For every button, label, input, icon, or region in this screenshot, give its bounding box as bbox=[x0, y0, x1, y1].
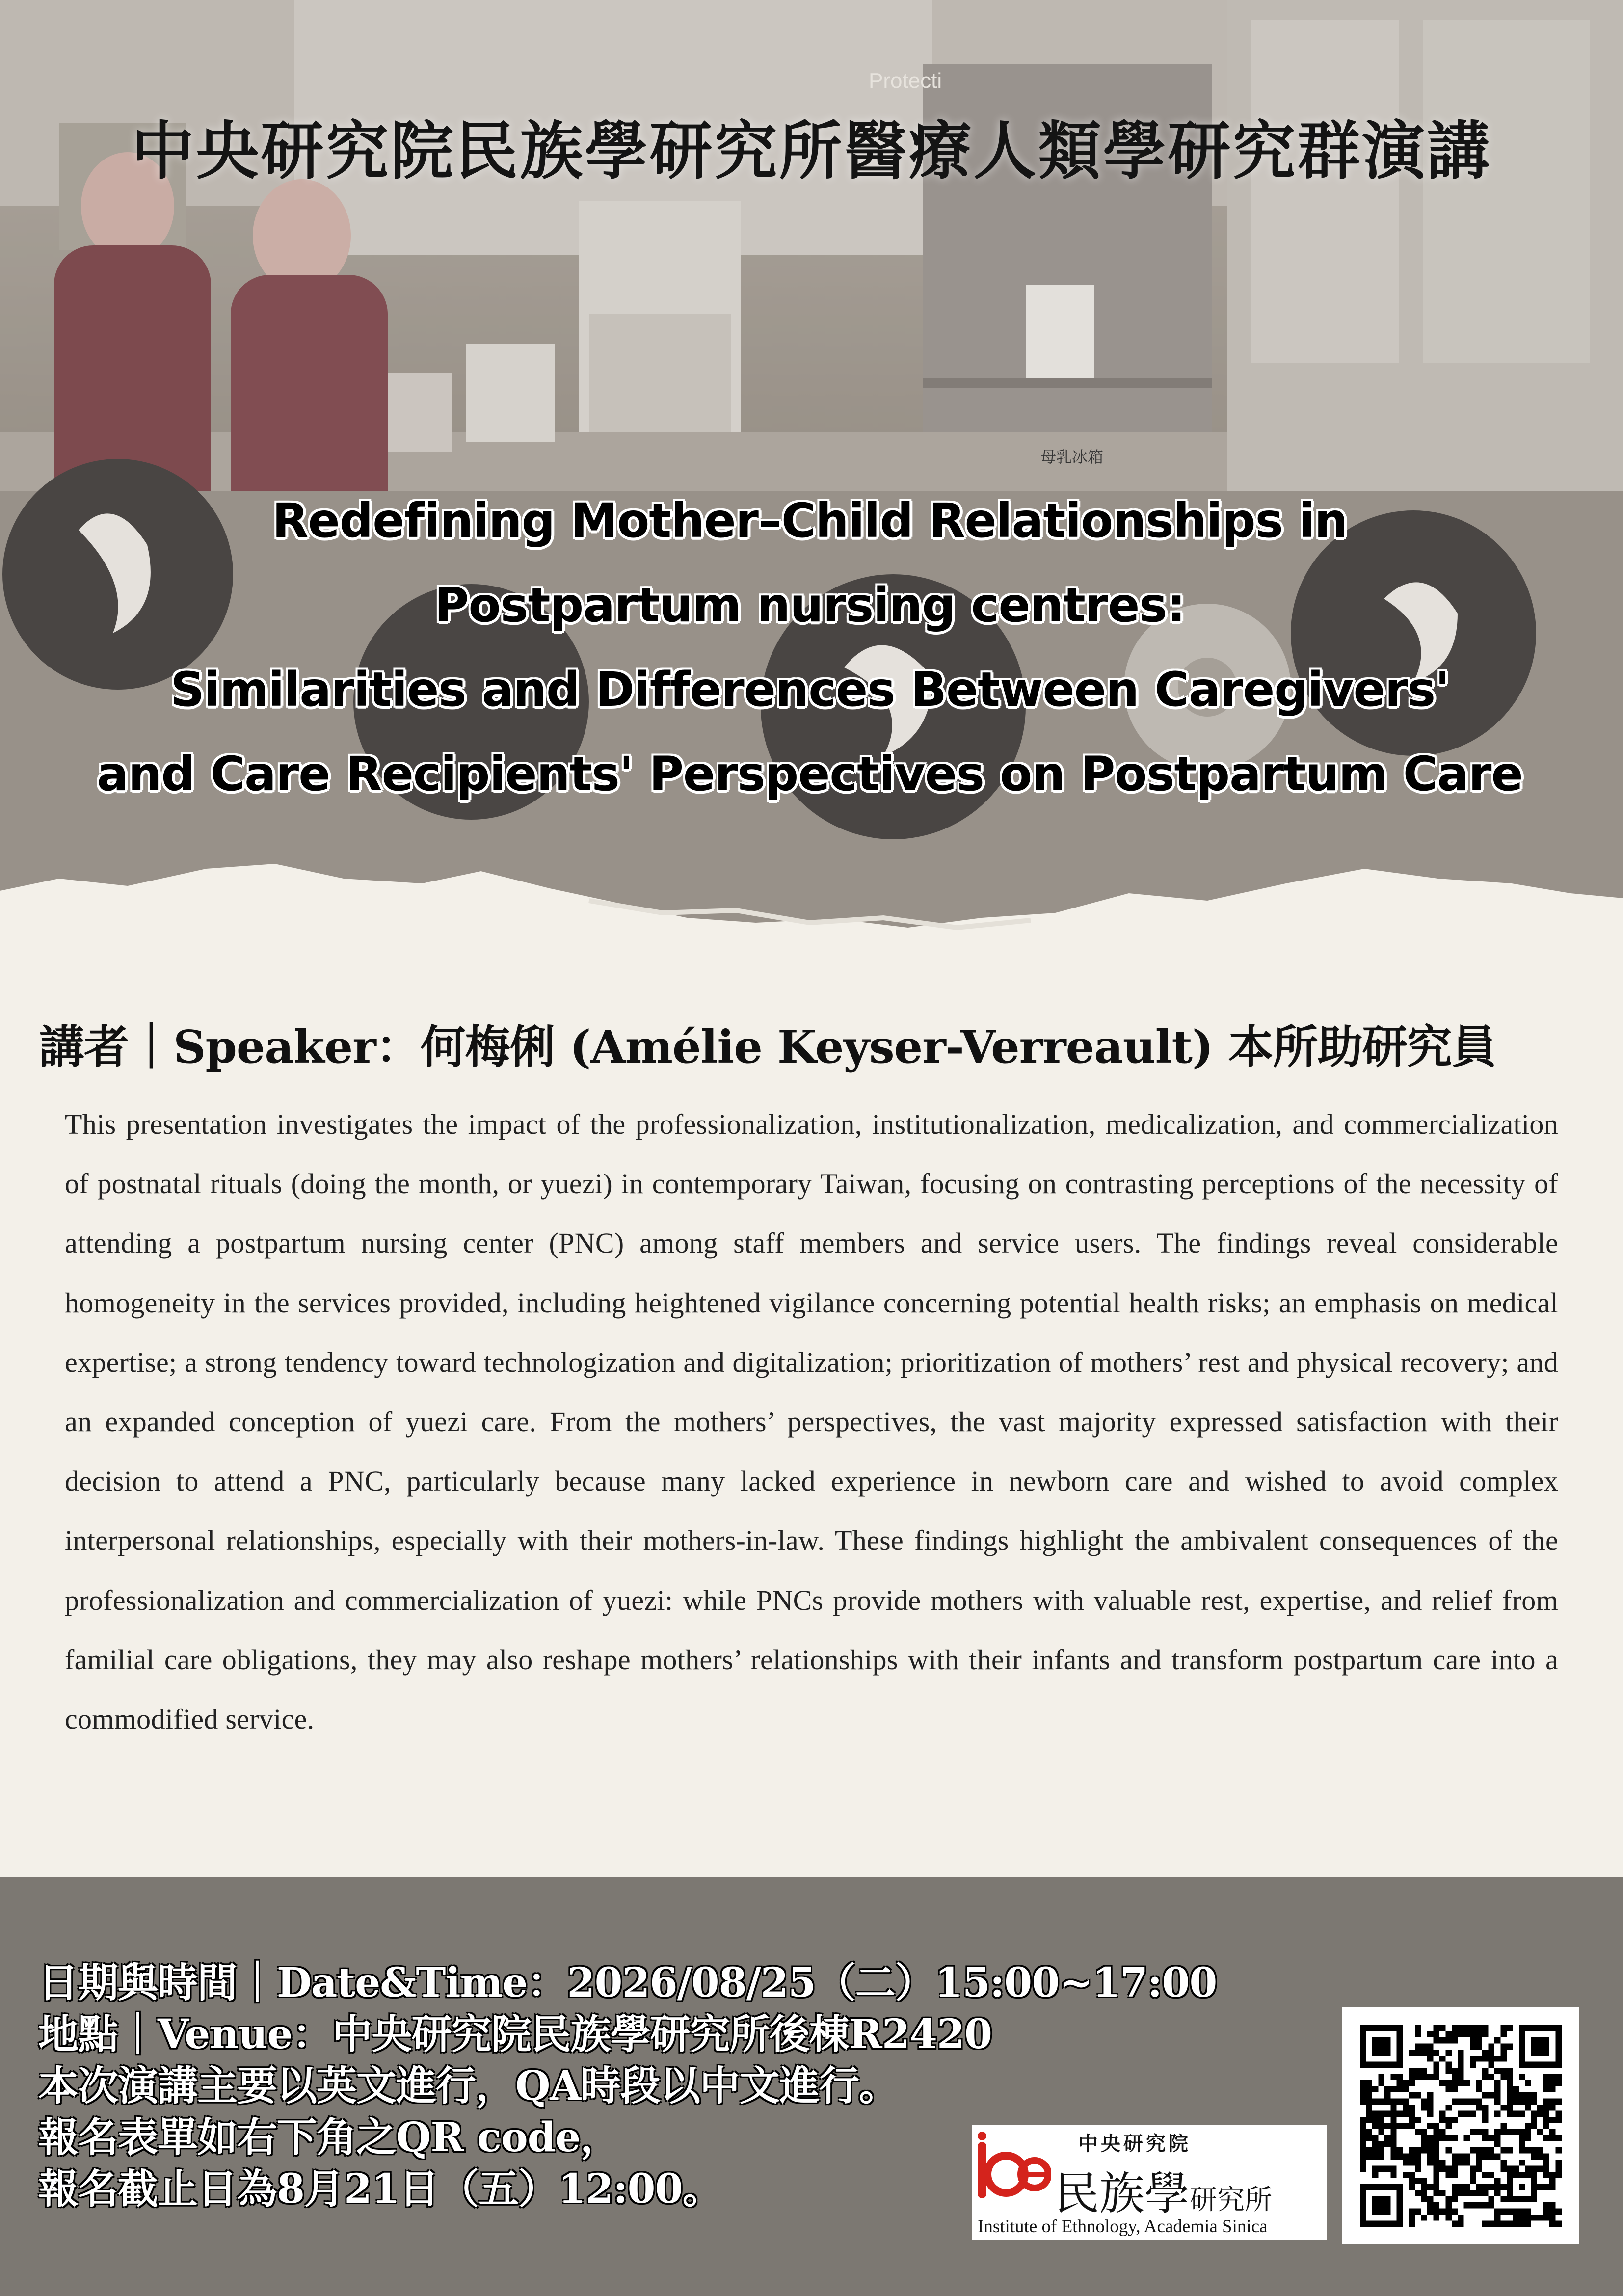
talk-title-line: and Care Recipients' Perspectives on Postpartum Care bbox=[97, 747, 1523, 801]
ioe-logo-icon bbox=[974, 2131, 1051, 2205]
registration-qr-code[interactable] bbox=[1342, 2007, 1579, 2244]
talk-title-line: Redefining Mother–Child Relationships in bbox=[272, 493, 1348, 548]
page-title: 中央研究院民族學研究所醫療人類學研究群演講 bbox=[131, 115, 1492, 188]
photo-sign-breastmilk-fridge: 母乳冰箱 bbox=[1040, 448, 1104, 466]
talk-title-line: Postpartum nursing centres: bbox=[434, 578, 1185, 633]
logo-academia-sinica-cn: 中央研究院 bbox=[1078, 2132, 1191, 2155]
datetime-line: 日期與時間｜Date&Time：2026/08/25（二）15:00~17:00 bbox=[38, 1959, 1217, 2006]
talk-title bbox=[74, 479, 1546, 816]
logo-institute-suffix: 研究所 bbox=[1190, 2184, 1273, 2216]
talk-title-line: Similarities and Differences Between Caregivers' bbox=[170, 662, 1449, 717]
language-note: 本次演講主要以英文進行，QA時段以中文進行。 bbox=[38, 2062, 899, 2109]
hero-photo bbox=[0, 0, 1623, 962]
logo-ethnology-main: 民族學 bbox=[1054, 2167, 1190, 2220]
abstract-text: This presentation investigates the impact of the professionalization, institutionalization, medicalization, and commercialization of postnatal rituals (doing the month, or yuezi) in contemporary Taiwan, focusing on contrasting perceptions of the necessity of attending a postpartum nursing center (PNC) among staff members and service users. The findings reveal considerable homogeneity in the services provided, including heightened vigilance concerning potential health risks; an emphasis on medical expertise; a strong tendency toward technologization and digitalization; prioritization of mothers’ rest and physical recovery; and an expanded conception of yuezi care. From the mothers’ perspectives, the vast majority expressed satisfaction with their decision to attend a PNC, particularly because many lacked experience in newborn care and wished to avoid complex interpersonal relationships, especially with their mothers-in-law. These findings highlight the ambivalent consequences of the professionalization and commercialization of yuezi: while PNCs provide mothers with valuable rest, expertise, and relief from familial care obligations, they may also reshape mothers’ relationships with their infants and transform postpartum care into a commodified service. bbox=[65, 1108, 1558, 1735]
registration-note: 報名表單如右下角之QR code， bbox=[38, 2114, 620, 2161]
qr-code-icon bbox=[1360, 2025, 1562, 2227]
speaker-line: 講者｜Speaker：何梅俐 (Amélie Keyser-Verreault) 本所助研究員 bbox=[39, 1020, 1496, 1073]
photo-sign-protection: Protecti bbox=[869, 69, 942, 93]
logo-ethnology-cn bbox=[1054, 2158, 1272, 2222]
logo-institute-en: Institute of Ethnology, Academia Sinica bbox=[978, 2216, 1268, 2237]
institute-logo bbox=[972, 2125, 1327, 2240]
deadline-line: 報名截止日為8月21日（五）12:00。 bbox=[38, 2165, 722, 2213]
venue-line: 地點｜Venue：中央研究院民族學研究所後棟R2420 bbox=[38, 2011, 992, 2058]
